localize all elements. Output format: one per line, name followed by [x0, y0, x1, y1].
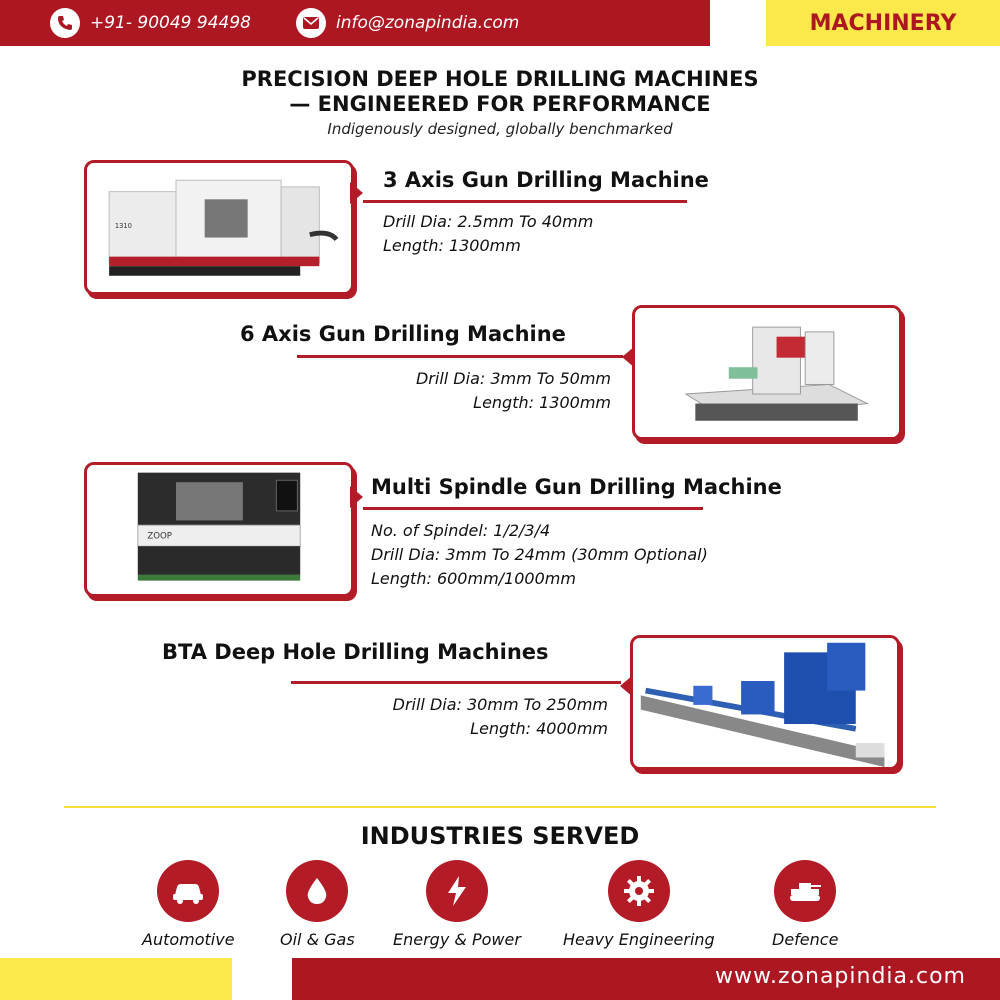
industry-energy-power[interactable] — [393, 860, 521, 949]
industry-oil-gas[interactable] — [280, 860, 355, 949]
pointer-arrow — [350, 182, 363, 204]
industry-heavy-engineering[interactable] — [563, 860, 715, 949]
product-title: 3 Axis Gun Drilling Machine — [383, 168, 709, 192]
spec-line: Length: 1300mm — [383, 236, 521, 255]
product-specs — [330, 693, 608, 741]
title-underline — [363, 507, 703, 510]
machine-badge: 1310 — [114, 221, 132, 230]
lightning-icon — [426, 860, 488, 922]
machine-image — [87, 163, 351, 292]
car-icon — [157, 860, 219, 922]
phone-contact[interactable] — [50, 8, 251, 38]
website-link[interactable]: www.zonapindia.com — [715, 964, 966, 989]
spec-line: Drill Dia: 30mm To 250mm — [392, 695, 608, 714]
product-specs — [330, 367, 611, 415]
page-title-line-2: — ENGINEERED FOR PERFORMANCE — [289, 92, 711, 116]
machine-image — [635, 308, 899, 437]
product-image-3-axis[interactable] — [84, 160, 354, 295]
product-title: 6 Axis Gun Drilling Machine — [240, 322, 566, 346]
page-title — [0, 67, 1000, 117]
pointer-arrow — [620, 675, 633, 697]
industry-label: Energy & Power — [393, 930, 521, 949]
gear-icon — [608, 860, 670, 922]
product-specs — [371, 519, 708, 591]
industry-label: Oil & Gas — [280, 930, 355, 949]
email-address: info@zonapindia.com — [336, 13, 520, 33]
product-image-bta[interactable] — [630, 635, 900, 770]
industry-label: Heavy Engineering — [563, 930, 715, 949]
spec-line: Length: 600mm/1000mm — [371, 569, 576, 588]
page-subtitle: Indigenously designed, globally benchmarked — [327, 120, 673, 138]
spec-line: No. of Spindel: 1/2/3/4 — [371, 521, 551, 540]
title-underline — [291, 681, 621, 684]
machine-badge: ZOOP — [147, 531, 172, 542]
machine-image — [633, 638, 897, 767]
page-title-line-1: PRECISION DEEP HOLE DRILLING MACHINES — [241, 67, 759, 91]
product-image-6-axis[interactable] — [632, 305, 902, 440]
product-title: BTA Deep Hole Drilling Machines — [162, 640, 549, 664]
oil-drop-icon — [286, 860, 348, 922]
top-contact-bar — [0, 0, 710, 46]
product-image-multi-spindle[interactable] — [84, 462, 354, 597]
machine-image — [87, 465, 351, 594]
spec-line: Length: 4000mm — [470, 719, 608, 738]
spec-line: Drill Dia: 3mm To 50mm — [415, 369, 611, 388]
product-title: Multi Spindle Gun Drilling Machine — [371, 475, 782, 499]
footer-bar — [292, 958, 1000, 1000]
pointer-arrow — [622, 346, 635, 368]
envelope-icon — [296, 8, 326, 38]
pointer-arrow — [350, 486, 363, 508]
section-divider — [64, 806, 936, 808]
phone-icon — [50, 8, 80, 38]
spec-line: Drill Dia: 2.5mm To 40mm — [383, 212, 594, 231]
product-specs — [383, 210, 593, 258]
tank-icon — [774, 860, 836, 922]
phone-number: +91- 90049 94498 — [90, 13, 251, 33]
spec-line: Length: 1300mm — [473, 393, 611, 412]
spec-line: Drill Dia: 3mm To 24mm (30mm Optional) — [371, 545, 708, 564]
email-contact[interactable] — [296, 8, 519, 38]
industry-label: Defence — [772, 930, 839, 949]
title-underline — [363, 200, 687, 203]
footer-accent — [0, 958, 232, 1000]
category-tag: MACHINERY — [766, 0, 1000, 46]
industry-label: Automotive — [142, 930, 235, 949]
industry-defence[interactable] — [772, 860, 838, 949]
title-underline — [297, 355, 623, 358]
industry-automotive[interactable] — [142, 860, 235, 949]
industries-title: INDUSTRIES SERVED — [360, 822, 640, 850]
